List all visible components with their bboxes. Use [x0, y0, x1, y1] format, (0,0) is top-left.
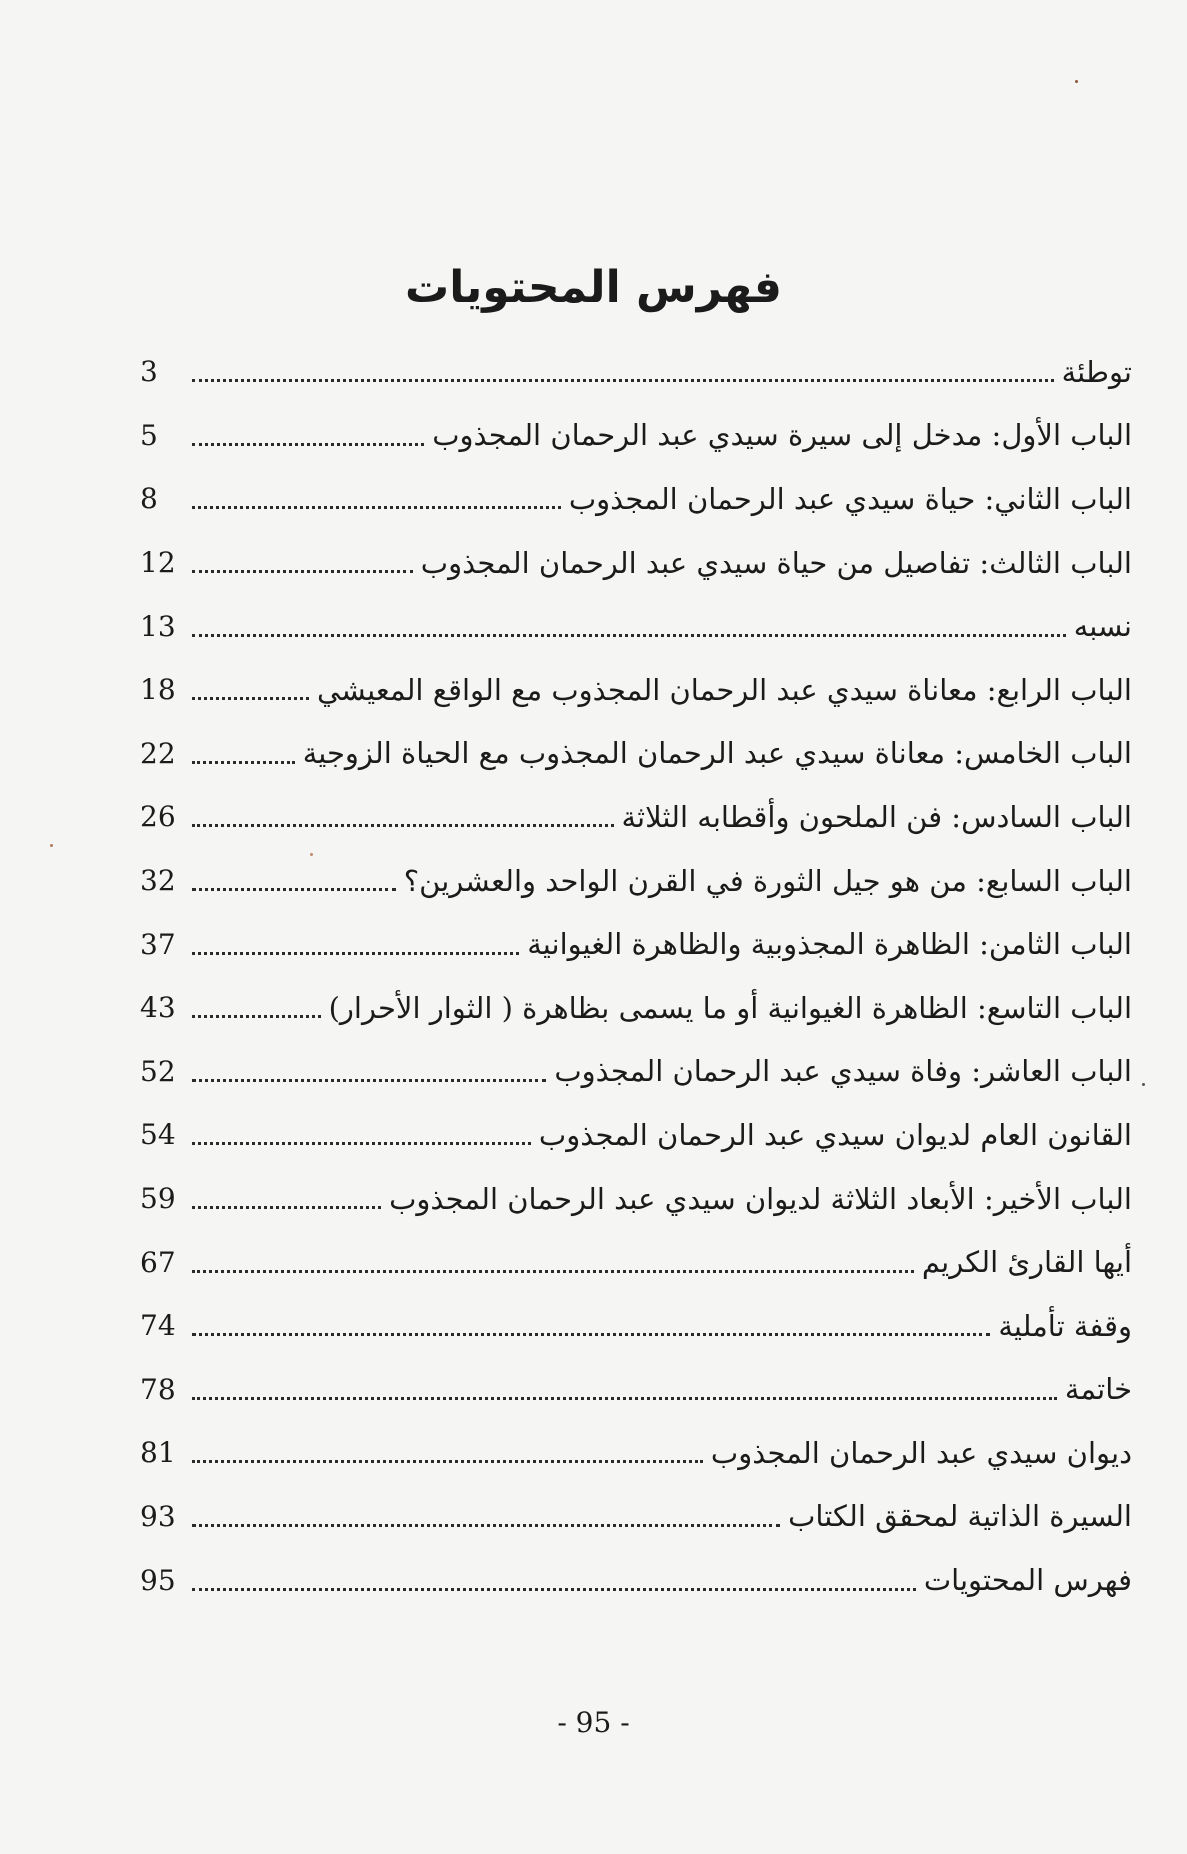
toc-leader-dots — [192, 952, 519, 955]
toc-entry-page: 26 — [140, 800, 176, 834]
paper-speck — [1075, 80, 1078, 83]
toc-entry-label: خاتمة — [1064, 1372, 1132, 1407]
toc-entry-page: 3 — [140, 355, 158, 389]
toc-entry-page: 8 — [140, 482, 158, 516]
toc-entry-page: 43 — [140, 991, 176, 1025]
toc-leader-dots — [192, 1397, 1057, 1400]
toc-leader-dots — [192, 1270, 914, 1273]
toc-entry-page: 52 — [140, 1054, 176, 1088]
toc-entry — [140, 467, 1132, 531]
toc-entry-label: أيها القارئ الكريم — [921, 1245, 1132, 1280]
toc-entry — [140, 1421, 1132, 1485]
table-of-contents — [140, 340, 1132, 1612]
toc-entry-page: 12 — [140, 546, 176, 580]
toc-entry-label: ديوان سيدي عبد الرحمان المجذوب — [710, 1435, 1132, 1470]
toc-entry — [140, 976, 1132, 1040]
toc-leader-dots — [192, 1333, 990, 1336]
toc-leader-dots — [192, 1206, 381, 1209]
toc-entry-label: الباب الأخير: الأبعاد الثلاثة لديوان سيدي عبد الرحمان المجذوب — [389, 1181, 1132, 1216]
toc-entry-page: 18 — [140, 673, 176, 707]
toc-leader-dots — [192, 888, 396, 891]
toc-entry — [140, 658, 1132, 722]
toc-entry-page: 37 — [140, 927, 176, 961]
toc-entry-label: الباب الثاني: حياة سيدي عبد الرحمان المجذوب — [568, 481, 1132, 516]
toc-leader-dots — [192, 1142, 531, 1145]
toc-entry-label: توطئة — [1061, 354, 1132, 389]
paper-speck — [1142, 1083, 1145, 1086]
toc-entry-label: الباب الثالث: تفاصيل من حياة سيدي عبد الرحمان المجذوب — [420, 545, 1132, 580]
toc-entry-label: الباب السادس: فن الملحون وأقطابه الثلاثة — [621, 799, 1132, 834]
toc-leader-dots — [192, 506, 561, 509]
toc-entry-label: الباب الخامس: معاناة سيدي عبد الرحمان المجذوب مع الحياة الزوجية — [302, 736, 1132, 771]
toc-entry-page: 81 — [140, 1436, 176, 1470]
toc-leader-dots — [192, 761, 295, 764]
toc-entry — [140, 1548, 1132, 1612]
toc-entry — [140, 1040, 1132, 1104]
toc-entry — [140, 1294, 1132, 1358]
toc-entry-label: الباب الرابع: معاناة سيدي عبد الرحمان المجذوب مع الواقع المعيشي — [317, 672, 1132, 707]
toc-entry-page: 54 — [140, 1118, 176, 1152]
toc-entry — [140, 1358, 1132, 1422]
toc-entry — [140, 1485, 1132, 1549]
toc-entry-page: 13 — [140, 609, 176, 643]
toc-leader-dots — [192, 443, 424, 446]
toc-leader-dots — [192, 379, 1054, 382]
toc-entry-label: الباب الأول: مدخل إلى سيرة سيدي عبد الرحمان المجذوب — [432, 418, 1132, 453]
toc-entry — [140, 849, 1132, 913]
toc-leader-dots — [192, 1588, 916, 1591]
toc-entry — [140, 594, 1132, 658]
toc-entry-page: 22 — [140, 736, 176, 770]
toc-entry — [140, 785, 1132, 849]
paper-speck — [50, 844, 53, 847]
toc-entry-page: 78 — [140, 1372, 176, 1406]
paper-speck — [310, 853, 313, 856]
toc-entry — [140, 722, 1132, 786]
toc-entry — [140, 1103, 1132, 1167]
toc-entry-label: القانون العام لديوان سيدي عبد الرحمان المجذوب — [538, 1117, 1132, 1152]
toc-entry-page: 95 — [140, 1563, 176, 1597]
toc-entry — [140, 912, 1132, 976]
toc-leader-dots — [192, 697, 309, 700]
toc-entry — [140, 404, 1132, 468]
toc-entry-page: 59 — [140, 1182, 176, 1216]
toc-leader-dots — [192, 634, 1066, 637]
toc-entry — [140, 1230, 1132, 1294]
toc-leader-dots — [192, 824, 614, 827]
toc-entry-label: الباب السابع: من هو جيل الثورة في القرن الواحد والعشرين؟ — [403, 863, 1132, 898]
toc-leader-dots — [192, 1524, 780, 1527]
toc-leader-dots — [192, 1460, 703, 1463]
toc-entry — [140, 1167, 1132, 1231]
page-number: - 95 - — [557, 1706, 630, 1739]
toc-entry-label: السيرة الذاتية لمحقق الكتاب — [788, 1499, 1132, 1534]
toc-leader-dots — [192, 1079, 546, 1082]
toc-entry-label: وقفة تأملية — [998, 1308, 1132, 1343]
toc-entry-page: 5 — [140, 418, 158, 452]
toc-entry-label: فهرس المحتويات — [923, 1563, 1132, 1598]
toc-entry-label: الباب الثامن: الظاهرة المجذوبية والظاهرة الغيوانية — [527, 927, 1132, 962]
toc-entry — [140, 531, 1132, 595]
toc-entry — [140, 340, 1132, 404]
toc-leader-dots — [192, 1015, 321, 1018]
toc-entry-page: 93 — [140, 1499, 176, 1533]
toc-entry-label: الباب العاشر: وفاة سيدي عبد الرحمان المجذوب — [554, 1054, 1132, 1089]
toc-entry-label: نسبه — [1073, 609, 1132, 644]
toc-entry-page: 67 — [140, 1245, 176, 1279]
toc-leader-dots — [192, 570, 413, 573]
toc-entry-page: 32 — [140, 864, 176, 898]
toc-entry-page: 74 — [140, 1309, 176, 1343]
toc-entry-label: الباب التاسع: الظاهرة الغيوانية أو ما يسمى بظاهرة ( الثوار الأحرار) — [328, 990, 1132, 1025]
page-title: فهرس المحتويات — [405, 262, 782, 313]
